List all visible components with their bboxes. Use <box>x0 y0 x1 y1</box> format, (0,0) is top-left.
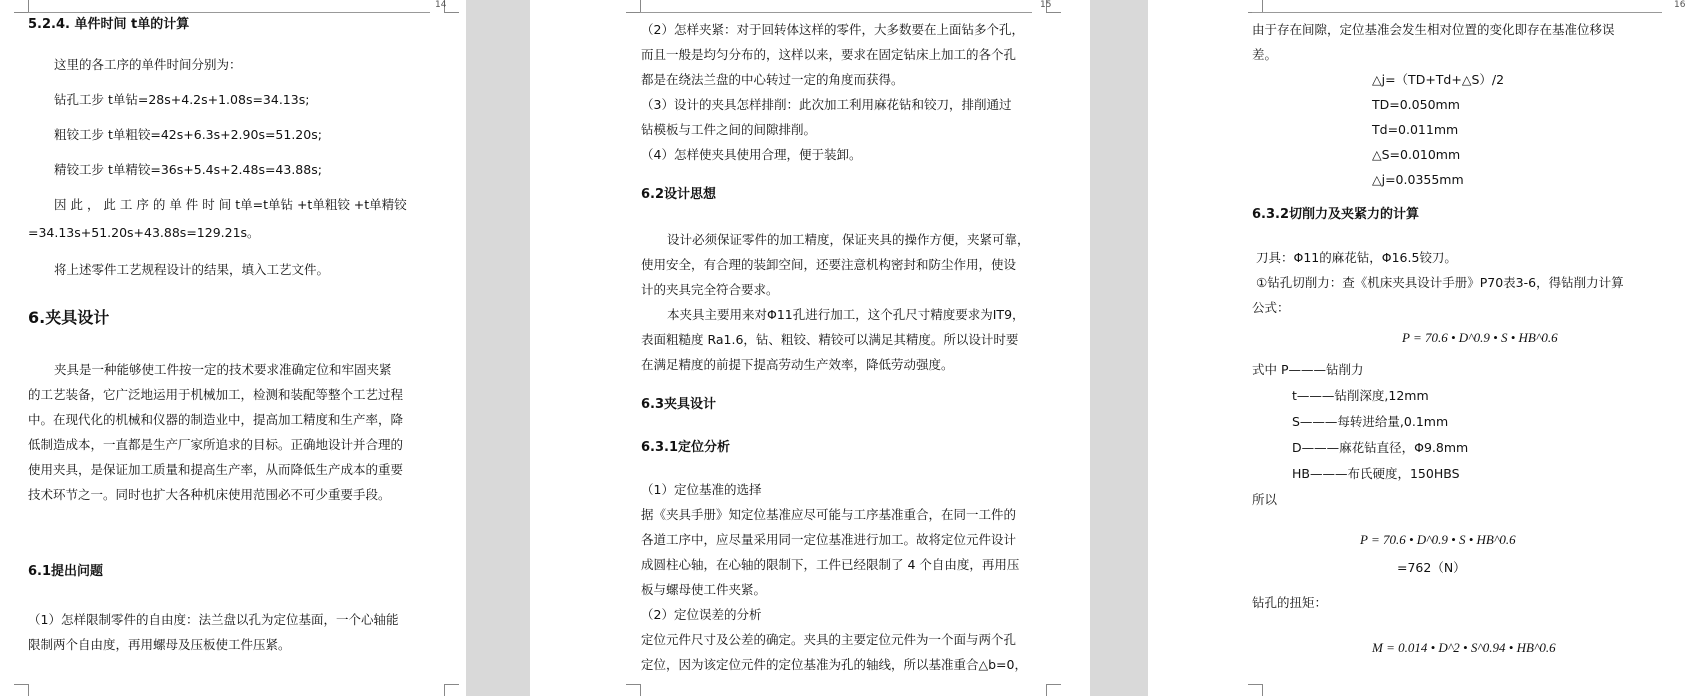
formula: M = 0.014 • D^2 • S^0.94 • HB^0.6 <box>1372 640 1556 655</box>
text-line: 板与螺母使工件夹紧。 <box>641 582 767 597</box>
section-heading: 6.夹具设计 <box>28 308 110 327</box>
text-line: 式中 P———钻削力 <box>1252 362 1364 377</box>
text-line: 中。在现代化的机械和仪器的制造业中，提高加工精度和生产率，降 <box>28 412 404 427</box>
text-line: △j=0.0355mm <box>1372 172 1464 187</box>
text-line: 而且一般是均匀分布的，这样以来，要求在固定钻床上加工的各个孔 <box>641 47 1017 62</box>
text-line: =762（N） <box>1397 560 1466 575</box>
text-line: 粗铰工步 t单粗铰=42s+6.3s+2.90s=51.20s; <box>54 127 322 142</box>
text-line: S———每转进给量,0.1mm <box>1292 414 1449 429</box>
page-corner-mark-bottom-left <box>626 684 641 696</box>
page-number: 16 <box>1674 0 1686 10</box>
text-line: 定位，因为该定位元件的定位基准为孔的轴线，所以基准重合△b=0， <box>641 657 1027 672</box>
text-line: 将上述零件工艺规程设计的结果，填入工艺文件。 <box>54 262 330 277</box>
formula: P = 70.6 • D^0.9 • S • HB^0.6 <box>1402 330 1558 345</box>
text-line: 的工艺装备，它广泛地运用于机械加工，检测和装配等整个工艺过程 <box>28 387 404 402</box>
text-line: 成圆柱心轴，在心轴的限制下，工件已经限制了 4 个自由度，再用压 <box>641 557 1020 572</box>
page-number: 14 <box>435 0 447 10</box>
text-line: 公式： <box>1252 300 1290 315</box>
text-line: 定位元件尺寸及公差的确定。夹具的主要定位元件为一个面与两个孔 <box>641 632 1017 647</box>
text-line: 技术环节之一。同时也扩大各种机床使用范围必不可少重要手段。 <box>28 487 391 502</box>
text-line: 夹具是一种能够使工件按一定的技术要求准确定位和牢固夹紧 <box>54 362 392 377</box>
text-line: 所以 <box>1252 492 1278 507</box>
header-rule <box>640 12 1032 13</box>
text-line: 钻孔的扭矩： <box>1252 595 1328 610</box>
text-line: TD=0.050mm <box>1372 97 1460 112</box>
text-line: 设计必须保证零件的加工精度，保证夹具的操作方便，夹紧可靠， <box>667 232 1030 247</box>
page-corner-mark-bottom-right <box>1046 684 1061 696</box>
text-line: 在满足精度的前提下提高劳动生产效率，降低劳动强度。 <box>641 357 954 372</box>
section-heading: 6.1提出问题 <box>28 564 104 579</box>
text-line: 本夹具主要用来对Φ11孔进行加工，这个孔尺寸精度要求为IT9， <box>667 307 1025 322</box>
text-line: （2）定位误差的分析 <box>641 607 762 622</box>
text-line: （3）设计的夹具怎样排削：此次加工利用麻花钻和铰刀，排削通过 <box>641 97 1012 112</box>
header-rule <box>28 12 430 13</box>
text-line: 因 此 ， 此 工 序 的 单 件 时 间 t单=t单钻 +t单粗铰 +t单精铰 <box>54 197 407 212</box>
page-corner-mark-top-left <box>14 0 29 13</box>
text-line: （1）定位基准的选择 <box>641 482 762 497</box>
text-line: 精铰工步 t单精铰=36s+5.4s+2.48s=43.88s; <box>54 162 322 177</box>
section-heading: 6.3.1定位分析 <box>641 440 731 455</box>
text-line: 使用夹具，是保证加工质量和提高生产率，从而降低生产成本的重要 <box>28 462 404 477</box>
text-line: （1）怎样限制零件的自由度：法兰盘以孔为定位基面，一个心轴能 <box>28 612 399 627</box>
page-corner-mark-bottom-right <box>444 684 459 696</box>
section-heading: 5.2.4. 单件时间 t单的计算 <box>28 17 190 32</box>
page-corner-mark-bottom-left <box>1248 684 1263 696</box>
text-line: Td=0.011mm <box>1372 122 1459 137</box>
text-line: 各道工序中，应尽量采用同一定位基准进行加工。故将定位元件设计 <box>641 532 1017 547</box>
text-line: 限制两个自由度，再用螺母及压板使工件压紧。 <box>28 637 291 652</box>
text-line: 钻模板与工件之间的间隙排削。 <box>641 122 817 137</box>
text-line: D———麻花钻直径，Φ9.8mm <box>1292 440 1469 455</box>
document-page-1 <box>0 0 466 696</box>
text-line: 差。 <box>1252 47 1278 62</box>
text-line: t———钻削深度,12mm <box>1292 388 1429 403</box>
text-line: ①钻孔切削力：查《机床夹具设计手册》P70表3-6，得钻削力计算 <box>1256 275 1624 290</box>
section-heading: 6.3.2切削力及夹紧力的计算 <box>1252 207 1420 222</box>
text-line: 都是在绕法兰盘的中心转过一定的角度而获得。 <box>641 72 904 87</box>
text-line: 钻孔工步 t单钻=28s+4.2s+1.08s=34.13s; <box>54 92 310 107</box>
document-page-2 <box>530 0 1090 696</box>
text-line: △j=（TD+Td+△S）/2 <box>1372 72 1505 87</box>
text-line: HB———布氏硬度，150HBS <box>1292 466 1460 481</box>
text-line: 表面粗糙度 Ra1.6，钻、粗铰、精铰可以满足其精度。所以设计时要 <box>641 332 1019 347</box>
section-heading: 6.2设计思想 <box>641 187 717 202</box>
formula: P = 70.6 • D^0.9 • S • HB^0.6 <box>1360 532 1516 547</box>
text-line: （4）怎样使夹具使用合理，便于装卸。 <box>641 147 862 162</box>
text-line: 低制造成本，一直都是生产厂家所追求的目标。正确地设计并合理的 <box>28 437 404 452</box>
text-line: 使用安全，有合理的装卸空间，还要注意机构密封和防尘作用，使设 <box>641 257 1017 272</box>
page-corner-mark-top-left <box>626 0 641 13</box>
text-line: △S=0.010mm <box>1372 147 1461 162</box>
text-line: 由于存在间隙，定位基准会发生相对位置的变化即存在基准位移误 <box>1252 22 1615 37</box>
document-page-3 <box>1148 0 1693 696</box>
section-heading: 6.3夹具设计 <box>641 397 717 412</box>
text-line: 这里的各工序的单件时间分别为： <box>54 57 242 72</box>
page-corner-mark-bottom-left <box>14 684 29 696</box>
page-number: 15 <box>1040 0 1052 10</box>
text-line: =34.13s+51.20s+43.88s=129.21s。 <box>28 225 260 240</box>
text-line: 据《夹具手册》知定位基准应尽可能与工序基准重合，在同一工件的 <box>641 507 1017 522</box>
text-line: 刀具：Φ11的麻花钻，Φ16.5铰刀。 <box>1256 250 1457 265</box>
header-rule <box>1252 12 1662 13</box>
text-line: 计的夹具完全符合要求。 <box>641 282 779 297</box>
text-line: （2）怎样夹紧：对于回转体这样的零件，大多数要在上面钻多个孔， <box>641 22 1024 37</box>
